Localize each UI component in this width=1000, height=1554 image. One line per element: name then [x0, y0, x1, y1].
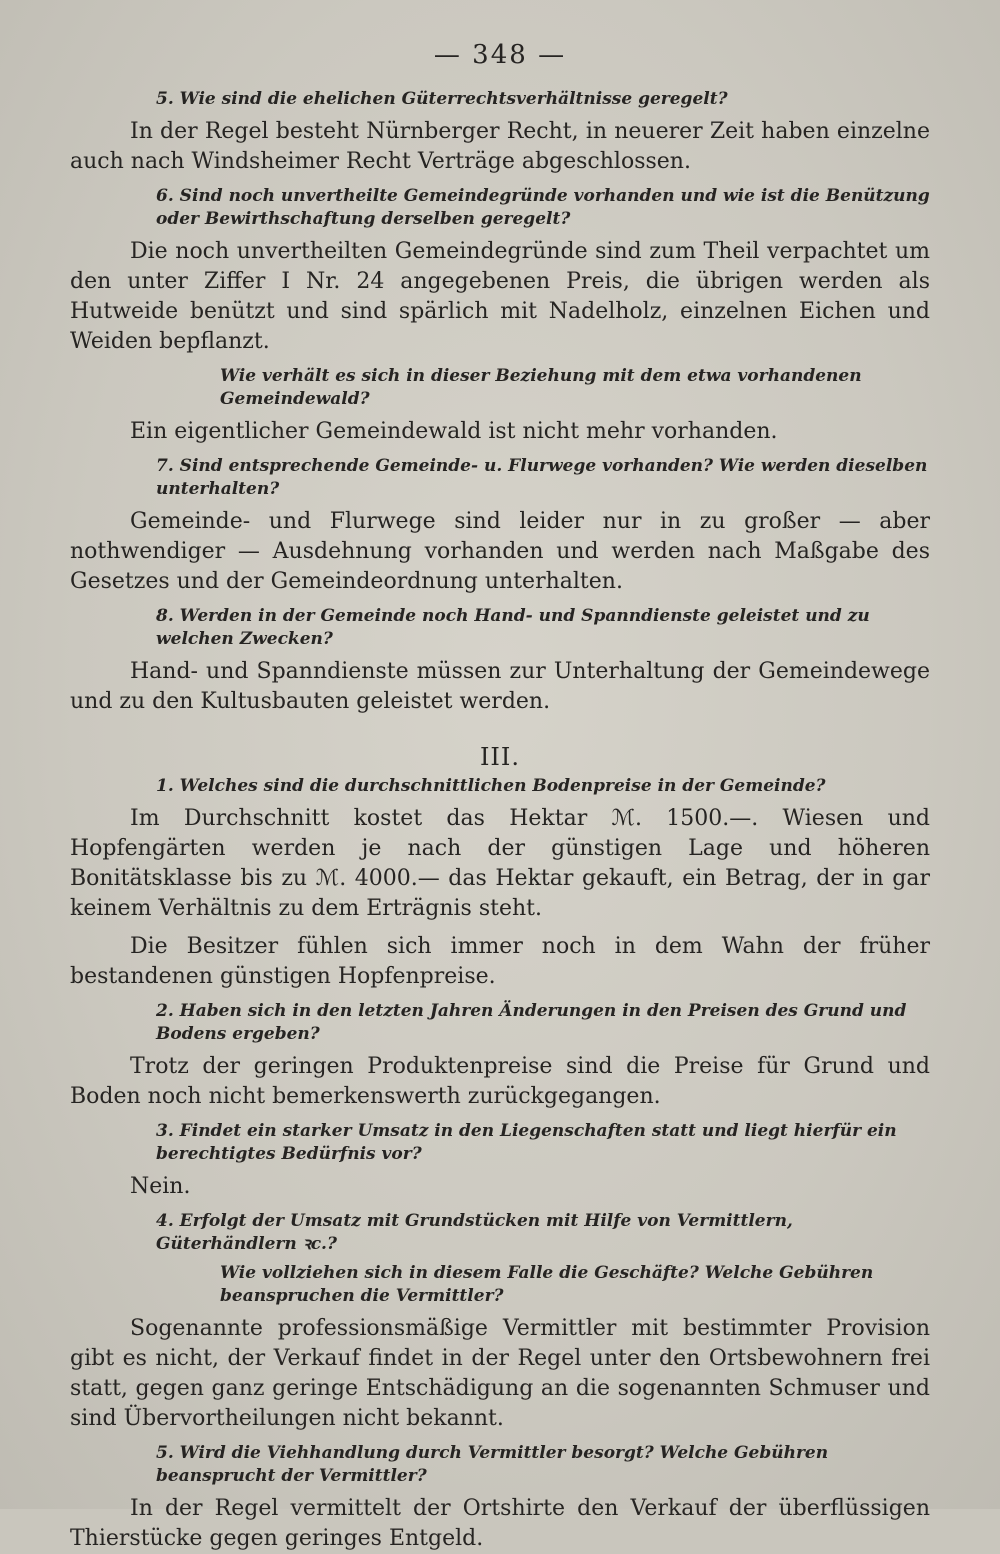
part3-subquestion-4: Wie vollziehen sich in diesem Falle die Geschäfte? Welche Gebühren beanspruchen die Vermittler?	[220, 1263, 874, 1306]
answer-8: Hand- und Spanndienste müssen zur Unterhaltung der Gemeindewege und zu den Kultusbauten geleistet werden.	[70, 659, 930, 714]
part3-answer-5: In der Regel vermittelt der Ortshirte den Verkauf der überflüssigen Thierstücke gegen geringes Entgeld.	[70, 1496, 930, 1551]
answer-7: Gemeinde- und Flurwege sind leider nur in zu großer — aber nothwendiger — Ausdehnung vorhanden und werden nach Maßgabe des Gesetzes und der Gemeindeordnung unterhalten.	[70, 509, 930, 594]
part3-answer-1: Im Durchschnitt kostet das Hektar ℳ. 1500.—. Wiesen und Hopfengärten werden je nach der günstigen Lage und höheren Bonitätsklasse bis zu ℳ. 4000.— das Hektar gekauft, ein Betrag, der in gar keinem Verhältnis zu dem Erträgnis steht.	[70, 806, 930, 921]
page-number: — 348 —	[433, 40, 567, 70]
part3-question-1: 1. Welches sind die durchschnittlichen Bodenpreise in der Gemeinde?	[156, 776, 826, 796]
part3-answer-2: Trotz der geringen Produktenpreise sind die Preise für Grund und Boden noch nicht bemerkenswerth zurückgegangen.	[70, 1054, 930, 1109]
question-8: 8. Werden in der Gemeinde noch Hand- und Spanndienste geleistet und zu welchen Zwecken?	[156, 606, 870, 649]
part3-question-2: 2. Haben sich in den letzten Jahren Änderungen in den Preisen des Grund und Bodens ergeben?	[156, 1001, 907, 1044]
part3-question-4: 4. Erfolgt der Umsatz mit Grundstücken mit Hilfe von Vermittlern, Güterhändlern ꝛc.?	[156, 1211, 793, 1254]
part3-question-5: 5. Wird die Viehhandlung durch Vermittler besorgt? Welche Gebühren beansprucht der Vermittler?	[156, 1443, 829, 1486]
subquestion-6: Wie verhält es sich in dieser Beziehung mit dem etwa vorhandenen Gemeindewald?	[220, 366, 862, 409]
answer-5: In der Regel besteht Nürnberger Recht, in neuerer Zeit haben einzelne auch nach Windsheimer Recht Verträge abgeschlossen.	[70, 119, 930, 174]
question-5: 5. Wie sind die ehelichen Güterrechtsverhältnisse geregelt?	[156, 89, 728, 109]
question-7: 7. Sind entsprechende Gemeinde- u. Flurwege vorhanden? Wie werden dieselben unterhalten?	[156, 456, 928, 499]
answer-6: Die noch unvertheilten Gemeindegründe sind zum Theil verpachtet um den unter Ziffer I Nr. 24 angegebenen Preis, die übrigen werden als Hutweide benützt und sind spärlich mit Nadelholz, einzelnen Eichen und Weiden bepflanzt.	[70, 239, 930, 354]
subanswer-6: Ein eigentlicher Gemeindewald ist nicht mehr vorhanden.	[130, 419, 778, 444]
question-6: 6. Sind noch unvertheilte Gemeindegründe vorhanden und wie ist die Benützung oder Bewirthschaftung derselben geregelt?	[156, 186, 930, 229]
section-heading: III.	[479, 743, 521, 771]
part3-answer-1b: Die Besitzer fühlen sich immer noch in dem Wahn der früher bestandenen günstigen Hopfenpreise.	[70, 934, 930, 989]
part3-answer-4: Sogenannte professionsmäßige Vermittler mit bestimmter Provision gibt es nicht, der Verkauf findet in der Regel unter den Ortsbewohnern frei statt, gegen ganz geringe Entschädigung an die sogenannten Schmuser und sind Übervortheilungen nicht bekannt.	[70, 1316, 930, 1431]
part3-question-3: 3. Findet ein starker Umsatz in den Liegenschaften statt und liegt hierfür ein berechtigtes Bedürfnis vor?	[156, 1121, 897, 1164]
part3-answer-3: Nein.	[130, 1174, 191, 1199]
